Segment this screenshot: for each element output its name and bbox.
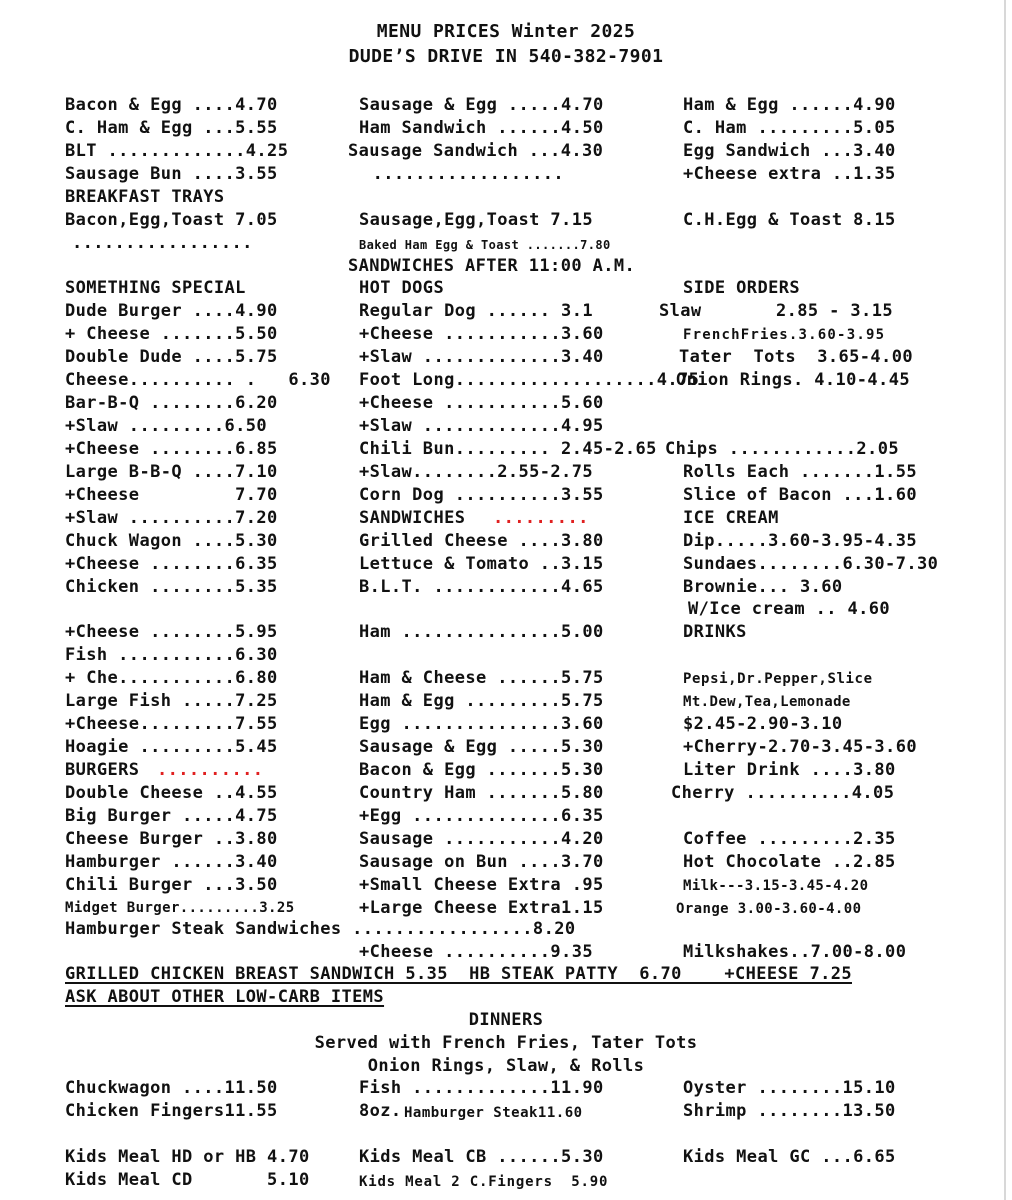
menu-item: FrenchFries.3.60-3.95 bbox=[683, 327, 886, 343]
red-dotted-filler: .......... bbox=[157, 760, 264, 780]
menu-item: Fish .............11.90 bbox=[359, 1078, 604, 1098]
menu-item: Kids Meal GC ...6.65 bbox=[683, 1147, 896, 1167]
restaurant-name-phone: DUDE’S DRIVE IN 540-382-7901 bbox=[348, 46, 664, 67]
menu-item: Bacon & Egg ....4.70 bbox=[65, 95, 278, 115]
menu-item: Kids Meal 2 C.Fingers 5.90 bbox=[359, 1174, 609, 1190]
dotted-filler: .................. bbox=[362, 164, 575, 184]
menu-item: Kids Meal CD 5.10 bbox=[65, 1170, 310, 1190]
menu-item: Orange 3.00-3.60-4.00 bbox=[676, 901, 862, 917]
menu-item: +Cheese extra ..1.35 bbox=[683, 164, 896, 184]
section-heading: SIDE ORDERS bbox=[683, 278, 800, 298]
menu-item: Kids Meal HD or HB 4.70 bbox=[65, 1147, 310, 1167]
menu-item: Dip.....3.60-3.95-4.35 bbox=[683, 531, 917, 551]
menu-item: +Slaw........2.55-2.75 bbox=[359, 462, 593, 482]
menu-item: Cheese.......... . 6.30 bbox=[65, 370, 331, 390]
dotted-filler: ................. bbox=[72, 233, 253, 253]
menu-item: Bacon & Egg .......5.30 bbox=[359, 760, 604, 780]
section-heading: ICE CREAM bbox=[683, 508, 779, 528]
section-heading: DRINKS bbox=[683, 622, 747, 642]
menu-item: Midget Burger.........3.25 bbox=[65, 900, 295, 916]
menu-item: + Che...........6.80 bbox=[65, 668, 278, 688]
menu-item: +Large Cheese Extra1.15 bbox=[359, 898, 604, 918]
menu-item: C.H.Egg & Toast 8.15 bbox=[683, 210, 896, 230]
menu-item: Ham & Egg ......4.90 bbox=[683, 95, 896, 115]
menu-item: Chuckwagon ....11.50 bbox=[65, 1078, 278, 1098]
menu-item: Regular Dog ...... 3.1 bbox=[359, 301, 593, 321]
menu-item: +Cheese ...........5.60 bbox=[359, 393, 604, 413]
menu-item: Oyster ........15.10 bbox=[683, 1078, 896, 1098]
menu-item: Cheese Burger ..3.80 bbox=[65, 829, 278, 849]
menu-item: Coffee .........2.35 bbox=[683, 829, 896, 849]
dinners-note: Onion Rings, Slaw, & Rolls bbox=[367, 1056, 645, 1076]
menu-item: Sausage Bun ....3.55 bbox=[65, 164, 278, 184]
menu-item: Grilled Cheese ....3.80 bbox=[359, 531, 604, 551]
menu-item: Chili Burger ...3.50 bbox=[65, 875, 278, 895]
menu-item: Ham ...............5.00 bbox=[359, 622, 604, 642]
menu-item: Egg Sandwich ...3.40 bbox=[683, 141, 896, 161]
menu-item: +Egg ..............6.35 bbox=[359, 806, 604, 826]
menu-item: Brownie... 3.60 bbox=[683, 577, 843, 597]
menu-item: Ham & Cheese ......5.75 bbox=[359, 668, 604, 688]
menu-item: Double Cheese ..4.55 bbox=[65, 783, 278, 803]
menu-item: B.L.T. ............4.65 bbox=[359, 577, 604, 597]
menu-item: Large Fish .....7.25 bbox=[65, 691, 278, 711]
menu-item: Bar-B-Q ........6.20 bbox=[65, 393, 278, 413]
menu-item: +Slaw .............4.95 bbox=[359, 416, 604, 436]
menu-item: +Slaw .........6.50 bbox=[65, 416, 268, 436]
section-heading: BURGERS bbox=[65, 760, 140, 780]
red-dotted-filler: ......... bbox=[493, 508, 589, 528]
menu-item: Sausage,Egg,Toast 7.15 bbox=[359, 210, 593, 230]
menu-item: Onion Rings. 4.10-4.45 bbox=[676, 370, 910, 390]
dinners-note: Served with French Fries, Tater Tots bbox=[314, 1033, 698, 1053]
menu-item: Tater Tots 3.65-4.00 bbox=[679, 347, 913, 367]
section-heading: SANDWICHES bbox=[359, 508, 466, 528]
menu-item: +Slaw ..........7.20 bbox=[65, 508, 278, 528]
menu-item-part: 8oz. bbox=[359, 1101, 402, 1121]
menu-item: Sundaes........6.30-7.30 bbox=[683, 554, 939, 574]
menu-item: Chili Bun......... 2.45-2.65 bbox=[359, 439, 657, 459]
grilled-chicken-line: GRILLED CHICKEN BREAST SANDWICH 5.35 HB STEAK PATTY 6.70 +CHEESE 7.25 bbox=[65, 964, 852, 984]
menu-item: +Small Cheese Extra .95 bbox=[359, 875, 604, 895]
menu-item: + Cheese .......5.50 bbox=[65, 324, 278, 344]
menu-item: Shrimp ........13.50 bbox=[683, 1101, 896, 1121]
menu-item: Sausage ...........4.20 bbox=[359, 829, 604, 849]
menu-item: Sausage Sandwich ...4.30 bbox=[348, 141, 604, 161]
menu-item: +Cheese 7.70 bbox=[65, 485, 278, 505]
menu-item: Dude Burger ....4.90 bbox=[65, 301, 278, 321]
menu-title: MENU PRICES Winter 2025 bbox=[376, 21, 636, 42]
menu-item: Milk---3.15-3.45-4.20 bbox=[683, 878, 869, 894]
menu-item: Milkshakes..7.00-8.00 bbox=[683, 942, 907, 962]
menu-item: Cherry ..........4.05 bbox=[671, 783, 895, 803]
drinks-list: Mt.Dew,Tea,Lemonade bbox=[683, 694, 851, 710]
menu-item: Baked Ham Egg & Toast .......7.80 bbox=[359, 238, 611, 252]
menu-item: Ham & Egg .........5.75 bbox=[359, 691, 604, 711]
section-heading: BREAKFAST TRAYS bbox=[65, 187, 225, 207]
menu-item: Hoagie .........5.45 bbox=[65, 737, 278, 757]
menu-item: Bacon,Egg,Toast 7.05 bbox=[65, 210, 278, 230]
menu-item: Sausage & Egg .....4.70 bbox=[359, 95, 604, 115]
section-heading: SANDWICHES AFTER 11:00 A.M. bbox=[348, 256, 636, 276]
menu-item: Hot Chocolate ..2.85 bbox=[683, 852, 896, 872]
menu-item: Big Burger .....4.75 bbox=[65, 806, 278, 826]
menu-item: Chicken ........5.35 bbox=[65, 577, 278, 597]
menu-item: Sausage & Egg .....5.30 bbox=[359, 737, 604, 757]
section-heading: HOT DOGS bbox=[359, 278, 445, 298]
menu-item: Large B-B-Q ....7.10 bbox=[65, 462, 278, 482]
menu-item: W/Ice cream .. 4.60 bbox=[688, 599, 891, 619]
menu-item: Rolls Each .......1.55 bbox=[683, 462, 917, 482]
menu-item: +Cheese ........6.85 bbox=[65, 439, 278, 459]
menu-item: Chuck Wagon ....5.30 bbox=[65, 531, 278, 551]
menu-item: Fish ...........6.30 bbox=[65, 645, 278, 665]
menu-item-part: Hamburger Steak11.60 bbox=[404, 1105, 583, 1121]
menu-item: $2.45-2.90-3.10 bbox=[683, 714, 843, 734]
menu-item: +Cheese ..........9.35 bbox=[359, 942, 593, 962]
menu-item: C. Ham & Egg ...5.55 bbox=[65, 118, 278, 138]
menu-item: BLT .............4.25 bbox=[65, 141, 289, 161]
menu-item: Lettuce & Tomato ..3.15 bbox=[359, 554, 604, 574]
menu-item: C. Ham .........5.05 bbox=[683, 118, 896, 138]
menu-item: Liter Drink ....3.80 bbox=[683, 760, 896, 780]
menu-item: Kids Meal CB ......5.30 bbox=[359, 1147, 604, 1167]
menu-item: Hamburger ......3.40 bbox=[65, 852, 278, 872]
menu-item: Sausage on Bun ....3.70 bbox=[359, 852, 604, 872]
section-heading: DINNERS bbox=[468, 1010, 544, 1030]
menu-item: Chicken Fingers11.55 bbox=[65, 1101, 278, 1121]
menu-item: +Cheese.........7.55 bbox=[65, 714, 278, 734]
menu-item: Egg ...............3.60 bbox=[359, 714, 604, 734]
low-carb-note: ASK ABOUT OTHER LOW-CARB ITEMS bbox=[65, 987, 385, 1007]
menu-item: Ham Sandwich ......4.50 bbox=[359, 118, 604, 138]
menu-item: +Cheese ........5.95 bbox=[65, 622, 278, 642]
menu-item: Hamburger Steak Sandwiches .................8.20 bbox=[65, 919, 576, 939]
drinks-list: Pepsi,Dr.Pepper,Slice bbox=[683, 671, 873, 687]
menu-item: Corn Dog ..........3.55 bbox=[359, 485, 604, 505]
menu-item: Foot Long...................4.75 bbox=[359, 370, 700, 390]
menu-item: Country Ham .......5.80 bbox=[359, 783, 604, 803]
menu-item: +Cherry-2.70-3.45-3.60 bbox=[683, 737, 917, 757]
menu-item: Slice of Bacon ...1.60 bbox=[683, 485, 917, 505]
menu-item: +Cheese ........6.35 bbox=[65, 554, 278, 574]
menu-item: Chips ............2.05 bbox=[665, 439, 899, 459]
menu-item: Double Dude ....5.75 bbox=[65, 347, 278, 367]
section-heading: SOMETHING SPECIAL bbox=[65, 278, 246, 298]
menu-item: +Slaw .............3.40 bbox=[359, 347, 604, 367]
menu-item: +Cheese ...........3.60 bbox=[359, 324, 604, 344]
menu-item: Slaw 2.85 - 3.15 bbox=[659, 301, 893, 321]
